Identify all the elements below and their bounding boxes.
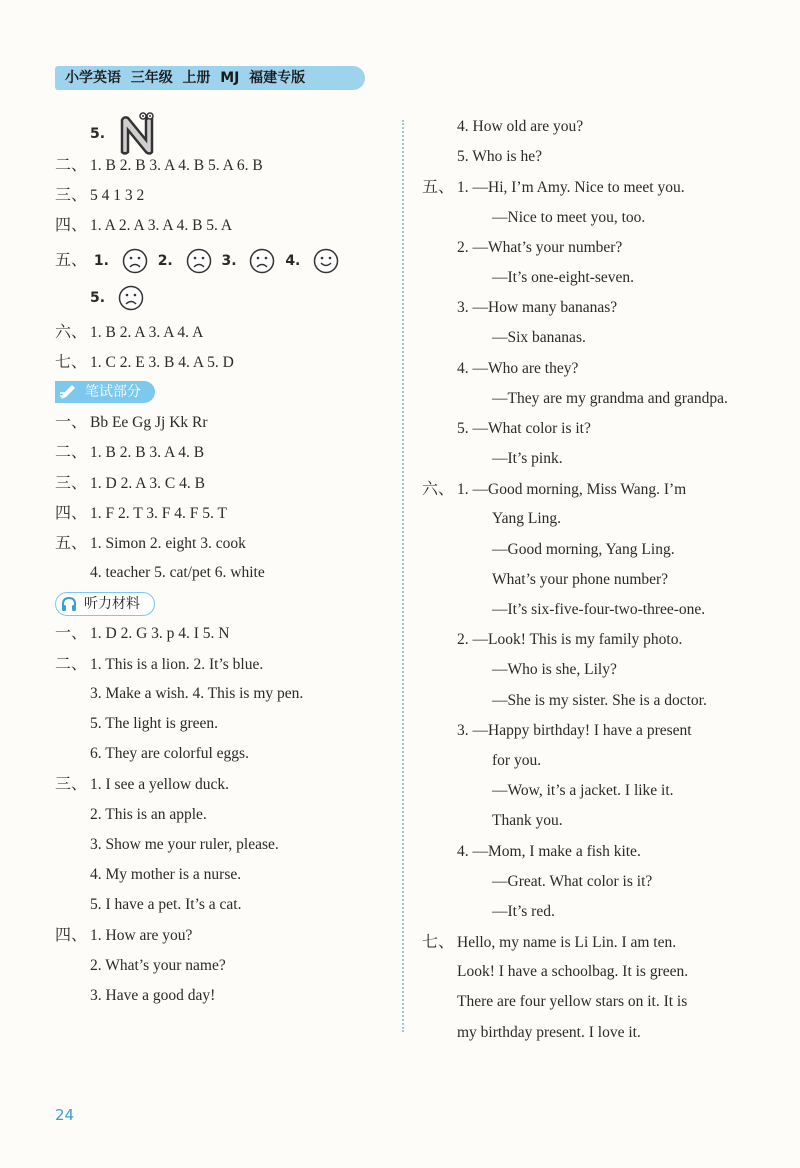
answer-row: 七、 1. C 2. E 3. B 4. A 5. D <box>55 351 234 371</box>
section-header-written <box>55 377 400 407</box>
sad-face-icon <box>249 248 275 274</box>
answer-row: 六、 1. B 2. A 3. A 4. A <box>55 321 204 341</box>
script-row: —They are my grandma and grandpa. <box>492 389 728 407</box>
script-row: my birthday present. I love it. <box>457 1023 641 1041</box>
script-row: —Wow, it’s a jacket. I like it. <box>492 782 674 800</box>
sad-face-icon <box>186 248 212 274</box>
answer-row: 三、 1. D 2. A 3. C 4. B <box>55 472 205 492</box>
script-row: Yang Ling. <box>492 510 562 528</box>
face-answer-row: 五、 1. 2. 3. 4. <box>55 241 400 279</box>
script-row: 二、 1. This is a lion. 2. It’s blue. <box>55 653 264 673</box>
script-row: What’s your phone number? <box>492 570 669 588</box>
written-section-pill: 笔试部分 <box>55 381 155 403</box>
right-column <box>422 112 752 1048</box>
answer-row: 五、 1. Simon 2. eight 3. cook <box>55 532 246 552</box>
script-row: 3. Have a good day! <box>90 986 216 1004</box>
script-row: 2. This is an apple. <box>90 805 207 823</box>
column-divider <box>402 120 404 1032</box>
script-row: —Great. What color is it? <box>492 872 653 890</box>
script-row: 3. Make a wish. 4. This is my pen. <box>90 684 304 702</box>
headphones-icon <box>60 595 78 613</box>
script-row: —Good morning, Yang Ling. <box>492 540 675 558</box>
script-row: 五、 1. —Hi, I’m Amy. Nice to meet you. <box>422 177 685 197</box>
page-number: 24 <box>55 1106 75 1124</box>
script-row: for you. <box>492 751 542 769</box>
script-row: 六、 1. —Good morning, Miss Wang. I’m <box>422 479 687 499</box>
answer-row: 二、 1. B 2. B 3. A 4. B <box>55 442 205 462</box>
script-row: —Who is she, Lily? <box>492 661 617 679</box>
section-header-listening <box>55 588 400 618</box>
script-row: 三、 1. I see a yellow duck. <box>55 774 230 794</box>
script-row: 4. How old are you? <box>457 118 584 135</box>
script-row: 4. —Mom, I make a fish kite. <box>457 842 641 860</box>
left-column <box>55 112 400 1011</box>
script-row: 5. Who is he? <box>457 148 542 166</box>
script-row: 4. —Who are they? <box>457 359 579 377</box>
script-row: 4. My mother is a nurse. <box>90 865 242 883</box>
answer-row: 三、 5 4 1 3 2 <box>55 185 145 205</box>
script-row: There are four yellow stars on it. It is <box>457 993 688 1011</box>
face-answer-row: 5. <box>55 279 400 317</box>
script-row: —She is my sister. She is a doctor. <box>492 691 707 709</box>
answer-row-letter <box>55 112 400 150</box>
script-row: 3. —Happy birthday! I have a present <box>457 721 692 739</box>
script-row: 2. —Look! This is my family photo. <box>457 631 683 649</box>
script-row: 5. I have a pet. It’s a cat. <box>90 896 242 914</box>
script-row: —It’s pink. <box>492 450 563 468</box>
script-row: 3. Show me your ruler, please. <box>90 835 279 853</box>
script-row: 3. —How many bananas? <box>457 299 618 317</box>
pencil-icon <box>59 383 77 401</box>
sad-face-icon <box>122 248 148 274</box>
script-row: 2. —What’s your number? <box>457 238 623 256</box>
item-number: 5. <box>90 125 106 142</box>
script-row: 四、 1. How are you? <box>55 925 193 945</box>
script-row: —It’s red. <box>492 902 555 920</box>
sad-face-icon <box>118 285 144 311</box>
script-row: 5. The light is green. <box>90 715 218 732</box>
header-banner: 小学英语 三年级 上册 MJ 福建专版 <box>55 66 365 90</box>
script-row: —Six bananas. <box>492 329 586 347</box>
script-row: 5. —What color is it? <box>457 419 591 437</box>
script-row: 6. They are colorful eggs. <box>90 745 249 763</box>
answer-row: 一、 Bb Ee Gg Jj Kk Rr <box>55 412 208 432</box>
answer-row: 4. teacher 5. cat/pet 6. white <box>90 564 265 582</box>
answer-row: 一、 1. D 2. G 3. p 4. I 5. N <box>55 623 230 643</box>
smile-face-icon <box>313 248 339 274</box>
answer-row: 二、 1. B 2. B 3. A 4. B 5. A 6. B <box>55 155 263 174</box>
script-row: Look! I have a schoolbag. It is green. <box>457 963 689 981</box>
answer-row: 四、 1. F 2. T 3. F 4. F 5. T <box>55 502 227 522</box>
script-row: —Nice to meet you, too. <box>492 208 646 226</box>
listening-section-pill: 听力材料 <box>55 592 155 616</box>
script-row: Thank you. <box>492 812 563 830</box>
answer-row: 四、 1. A 2. A 3. A 4. B 5. A <box>55 215 233 235</box>
script-row: 七、 Hello, my name is Li Lin. I am ten. <box>422 932 677 952</box>
script-row: 2. What’s your name? <box>90 956 226 974</box>
script-row: —It’s six-five-four-two-three-one. <box>492 601 706 618</box>
script-row: —It’s one-eight-seven. <box>492 268 635 286</box>
